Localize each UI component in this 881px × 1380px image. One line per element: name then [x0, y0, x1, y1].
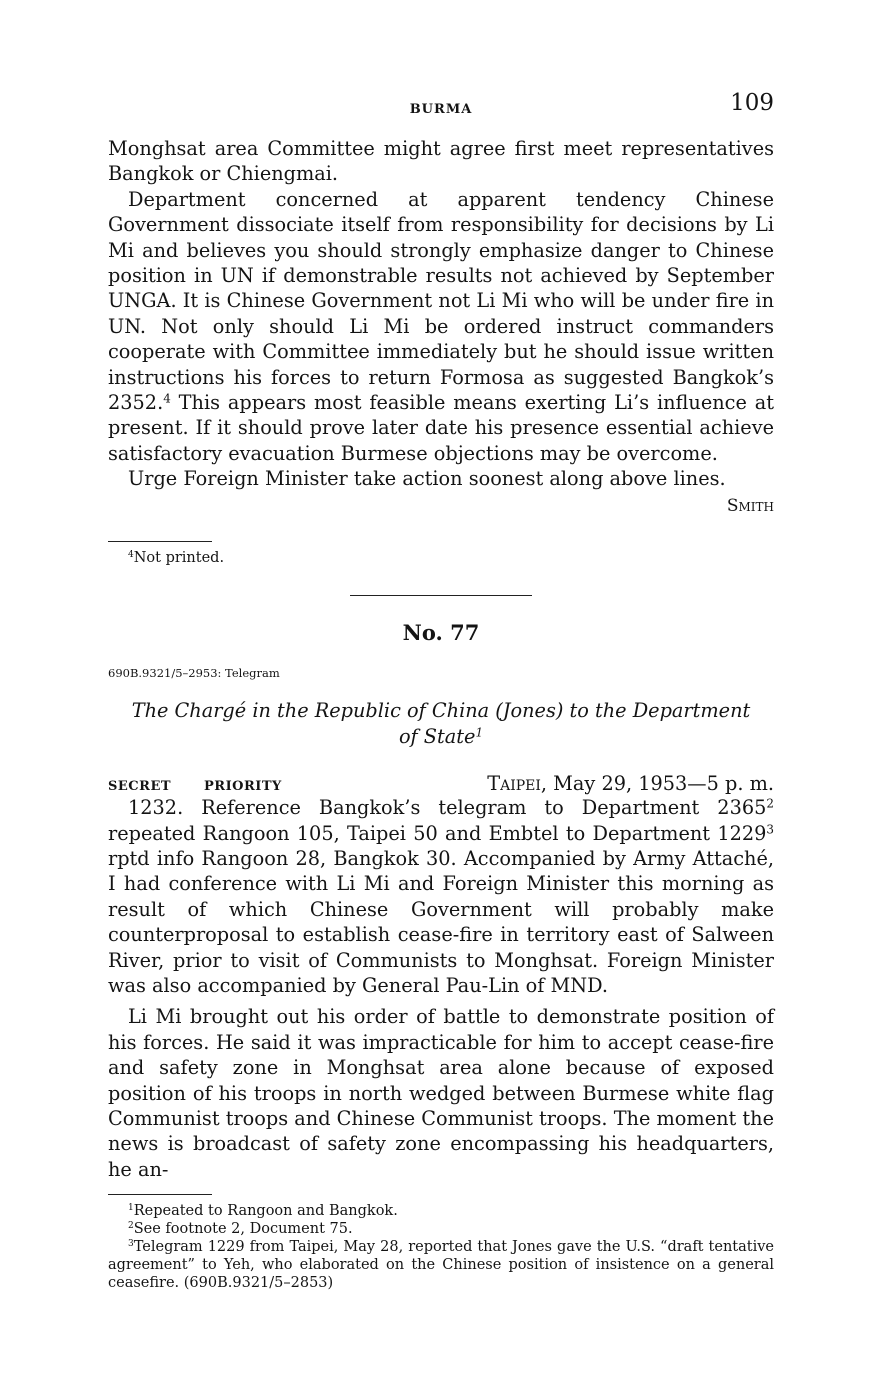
footnote-rule	[108, 1194, 212, 1195]
classification-line	[108, 772, 774, 795]
priority-label: PRIORITY	[204, 779, 282, 795]
dateline	[487, 772, 774, 795]
footnote-ref: 4	[163, 391, 171, 406]
paragraph	[108, 795, 774, 998]
dateline-date: , May 29, 1953—5 p. m.	[540, 772, 774, 796]
footnote	[108, 549, 774, 567]
page-header	[108, 88, 774, 136]
paragraph-text: This appears most feasible means exerting Li’s influence at present. If it should prove later date his presence essential achieve satisfactory evacuation Burmese objections may be overcome.	[108, 391, 774, 465]
footnote-text: Telegram 1229 from Taipei, May 28, reported that Jones gave the U.S. “draft tentative agreement” to Yeh, who elaborated on the Chinese position of insistence on a general ceasefire. (690B.9321/5–2853)	[108, 1239, 774, 1291]
footnote-text: Repeated to Rangoon and Bangkok.	[133, 1203, 398, 1219]
page-number: 109	[730, 90, 774, 116]
file-reference: 690B.9321/5–2953: Telegram	[108, 666, 280, 681]
footnote	[108, 1202, 774, 1220]
footnote-text: See footnote 2, Document 75.	[133, 1221, 353, 1237]
document-number: No. 77	[402, 620, 480, 646]
continuation-text	[108, 136, 774, 519]
footnote-text: Not printed.	[133, 550, 225, 567]
dateline-place: Taipei	[487, 772, 541, 796]
paragraph: Li Mi brought out his order of battle to demonstrate position of his forces. He said it was impracticable for him to accept cease-fire and safety zone in Monghsat area alone because of exposed position of his troops in north wedged between Burmese white flag Communist troops and Chinese Communist troops. The moment the news is broadcast of safety zone encompassing his headquarters, he an-	[108, 1005, 774, 1181]
paragraph	[108, 187, 774, 466]
footnote	[108, 1220, 774, 1238]
footnote-mark: 4	[128, 550, 134, 561]
paragraph-text: Department concerned at apparent tendency Chinese Government dissociate itself from responsibility for decisions by Li Mi and believes you should strongly emphasize danger to Chinese position in UN if demonstrable results not achieved by September UNGA. It is Chinese Government not Li Mi who will be under fire in UN. Not only should Li Mi be ordered instruct commanders cooperate with Committee immediately but he should issue written instructions his forces to return Formosa as suggested Bangkok’s 2352.	[108, 187, 774, 415]
running-head: BURMA	[409, 102, 473, 117]
telegram-text	[108, 795, 774, 1182]
footnote-rule	[108, 541, 212, 542]
footnote-ref: 2	[766, 796, 774, 811]
signature: Smith	[726, 495, 774, 516]
document-separator	[350, 595, 532, 596]
footnote-mark: 2	[128, 1221, 134, 1232]
footnote-ref: 3	[766, 821, 774, 836]
classification-label: SECRET	[108, 779, 172, 795]
document-page	[108, 88, 774, 1291]
paragraph-text: repeated Rangoon 105, Taipei 50 and Embtel to Department 1229	[108, 821, 767, 845]
document-title	[120, 698, 762, 750]
footnote-mark: 3	[128, 1239, 134, 1250]
footnotes-bottom	[108, 1194, 774, 1292]
footnote-ref: 1	[475, 725, 484, 740]
paragraph: Monghsat area Committee might agree first meet representatives Bangkok or Chiengmai.	[108, 137, 774, 186]
document-title-text: The Chargé in the Republic of China (Jones) to the Department of State	[131, 699, 751, 749]
footnote	[108, 1238, 774, 1292]
footnote-mark: 1	[128, 1203, 134, 1214]
paragraph-text: rptd info Rangoon 28, Bangkok 30. Accompanied by Army Attaché, I had conference with Li Mi and Foreign Minister this morning as result of which Chinese Government will probably make counterproposal to establish cease-fire in territory east of Salween River, prior to visit of Communists to Monghsat. Foreign Minister was also accompanied by General Pau-Lin of MND.	[108, 846, 774, 997]
paragraph-text: 1232. Reference Bangkok’s telegram to Department 2365	[128, 796, 767, 820]
paragraph: Urge Foreign Minister take action soonest along above lines.	[128, 467, 726, 491]
